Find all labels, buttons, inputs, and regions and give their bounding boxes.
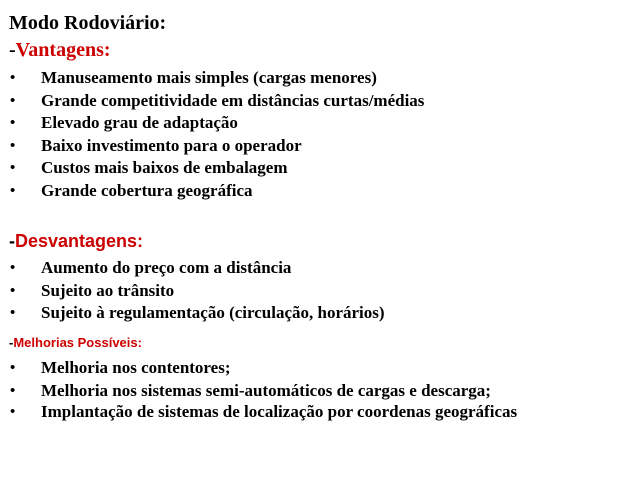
list-item-text: Aumento do preço com a distância xyxy=(41,258,292,277)
heading-dash: - xyxy=(9,335,14,350)
bullet-icon: • xyxy=(10,69,16,86)
list-item-text: Baixo investimento para o operador xyxy=(41,135,302,155)
list-item xyxy=(9,258,634,281)
list-item-text: Sujeito à regulamentação (circulação, horários) xyxy=(41,303,385,322)
bullet-icon: • xyxy=(10,359,16,376)
bullet-icon: • xyxy=(10,281,16,299)
slide-title: Modo Rodoviário: xyxy=(9,12,167,34)
bullet-icon: • xyxy=(10,304,16,321)
list-item xyxy=(9,403,601,421)
list-item-text: Implantação de sistemas de localização por coordenas geográficas xyxy=(41,402,518,421)
list-item xyxy=(9,91,634,114)
list-item-text: Custos mais baixos de embalagem xyxy=(41,158,288,177)
list-item xyxy=(9,381,634,404)
heading-dash: - xyxy=(9,231,15,251)
bullet-icon: • xyxy=(10,181,16,199)
list-item xyxy=(9,136,634,159)
list-item xyxy=(9,181,634,204)
list-item xyxy=(9,158,634,181)
section-heading-vantagens xyxy=(9,38,111,62)
list-item xyxy=(9,113,634,136)
heading-label: Melhorias Possíveis: xyxy=(13,335,142,350)
list-item xyxy=(9,281,634,304)
bullet-icon: • xyxy=(10,114,16,131)
list-item xyxy=(9,303,634,326)
list-item-text: Elevado grau de adaptação xyxy=(41,113,238,132)
list-item-text: Melhoria nos sistemas semi-automáticos de cargas e descarga; xyxy=(41,380,491,400)
list-item-text: Sujeito ao trânsito xyxy=(41,280,175,300)
list-item-text: Grande competitividade em distâncias curtas/médias xyxy=(41,90,425,110)
list-item-text: Manuseamento mais simples (cargas menores) xyxy=(41,68,377,87)
desvantagens-list xyxy=(9,258,634,326)
section-heading-melhorias xyxy=(9,334,142,352)
bullet-icon: • xyxy=(10,159,16,176)
bullet-icon: • xyxy=(10,136,16,154)
heading-dash: - xyxy=(9,39,16,61)
section-heading-desvantagens xyxy=(9,229,143,253)
melhorias-list xyxy=(9,358,634,421)
bullet-icon: • xyxy=(10,403,16,420)
list-item-text: Melhoria nos contentores; xyxy=(41,358,231,377)
heading-label: Vantagens: xyxy=(15,39,111,61)
bullet-icon: • xyxy=(10,381,16,399)
vantagens-list xyxy=(9,68,634,203)
list-item xyxy=(9,68,634,91)
bullet-icon: • xyxy=(10,259,16,276)
list-item-text: Grande cobertura geográfica xyxy=(41,180,253,200)
heading-label: Desvantagens: xyxy=(15,231,144,251)
list-item xyxy=(9,358,634,381)
bullet-icon: • xyxy=(10,91,16,109)
